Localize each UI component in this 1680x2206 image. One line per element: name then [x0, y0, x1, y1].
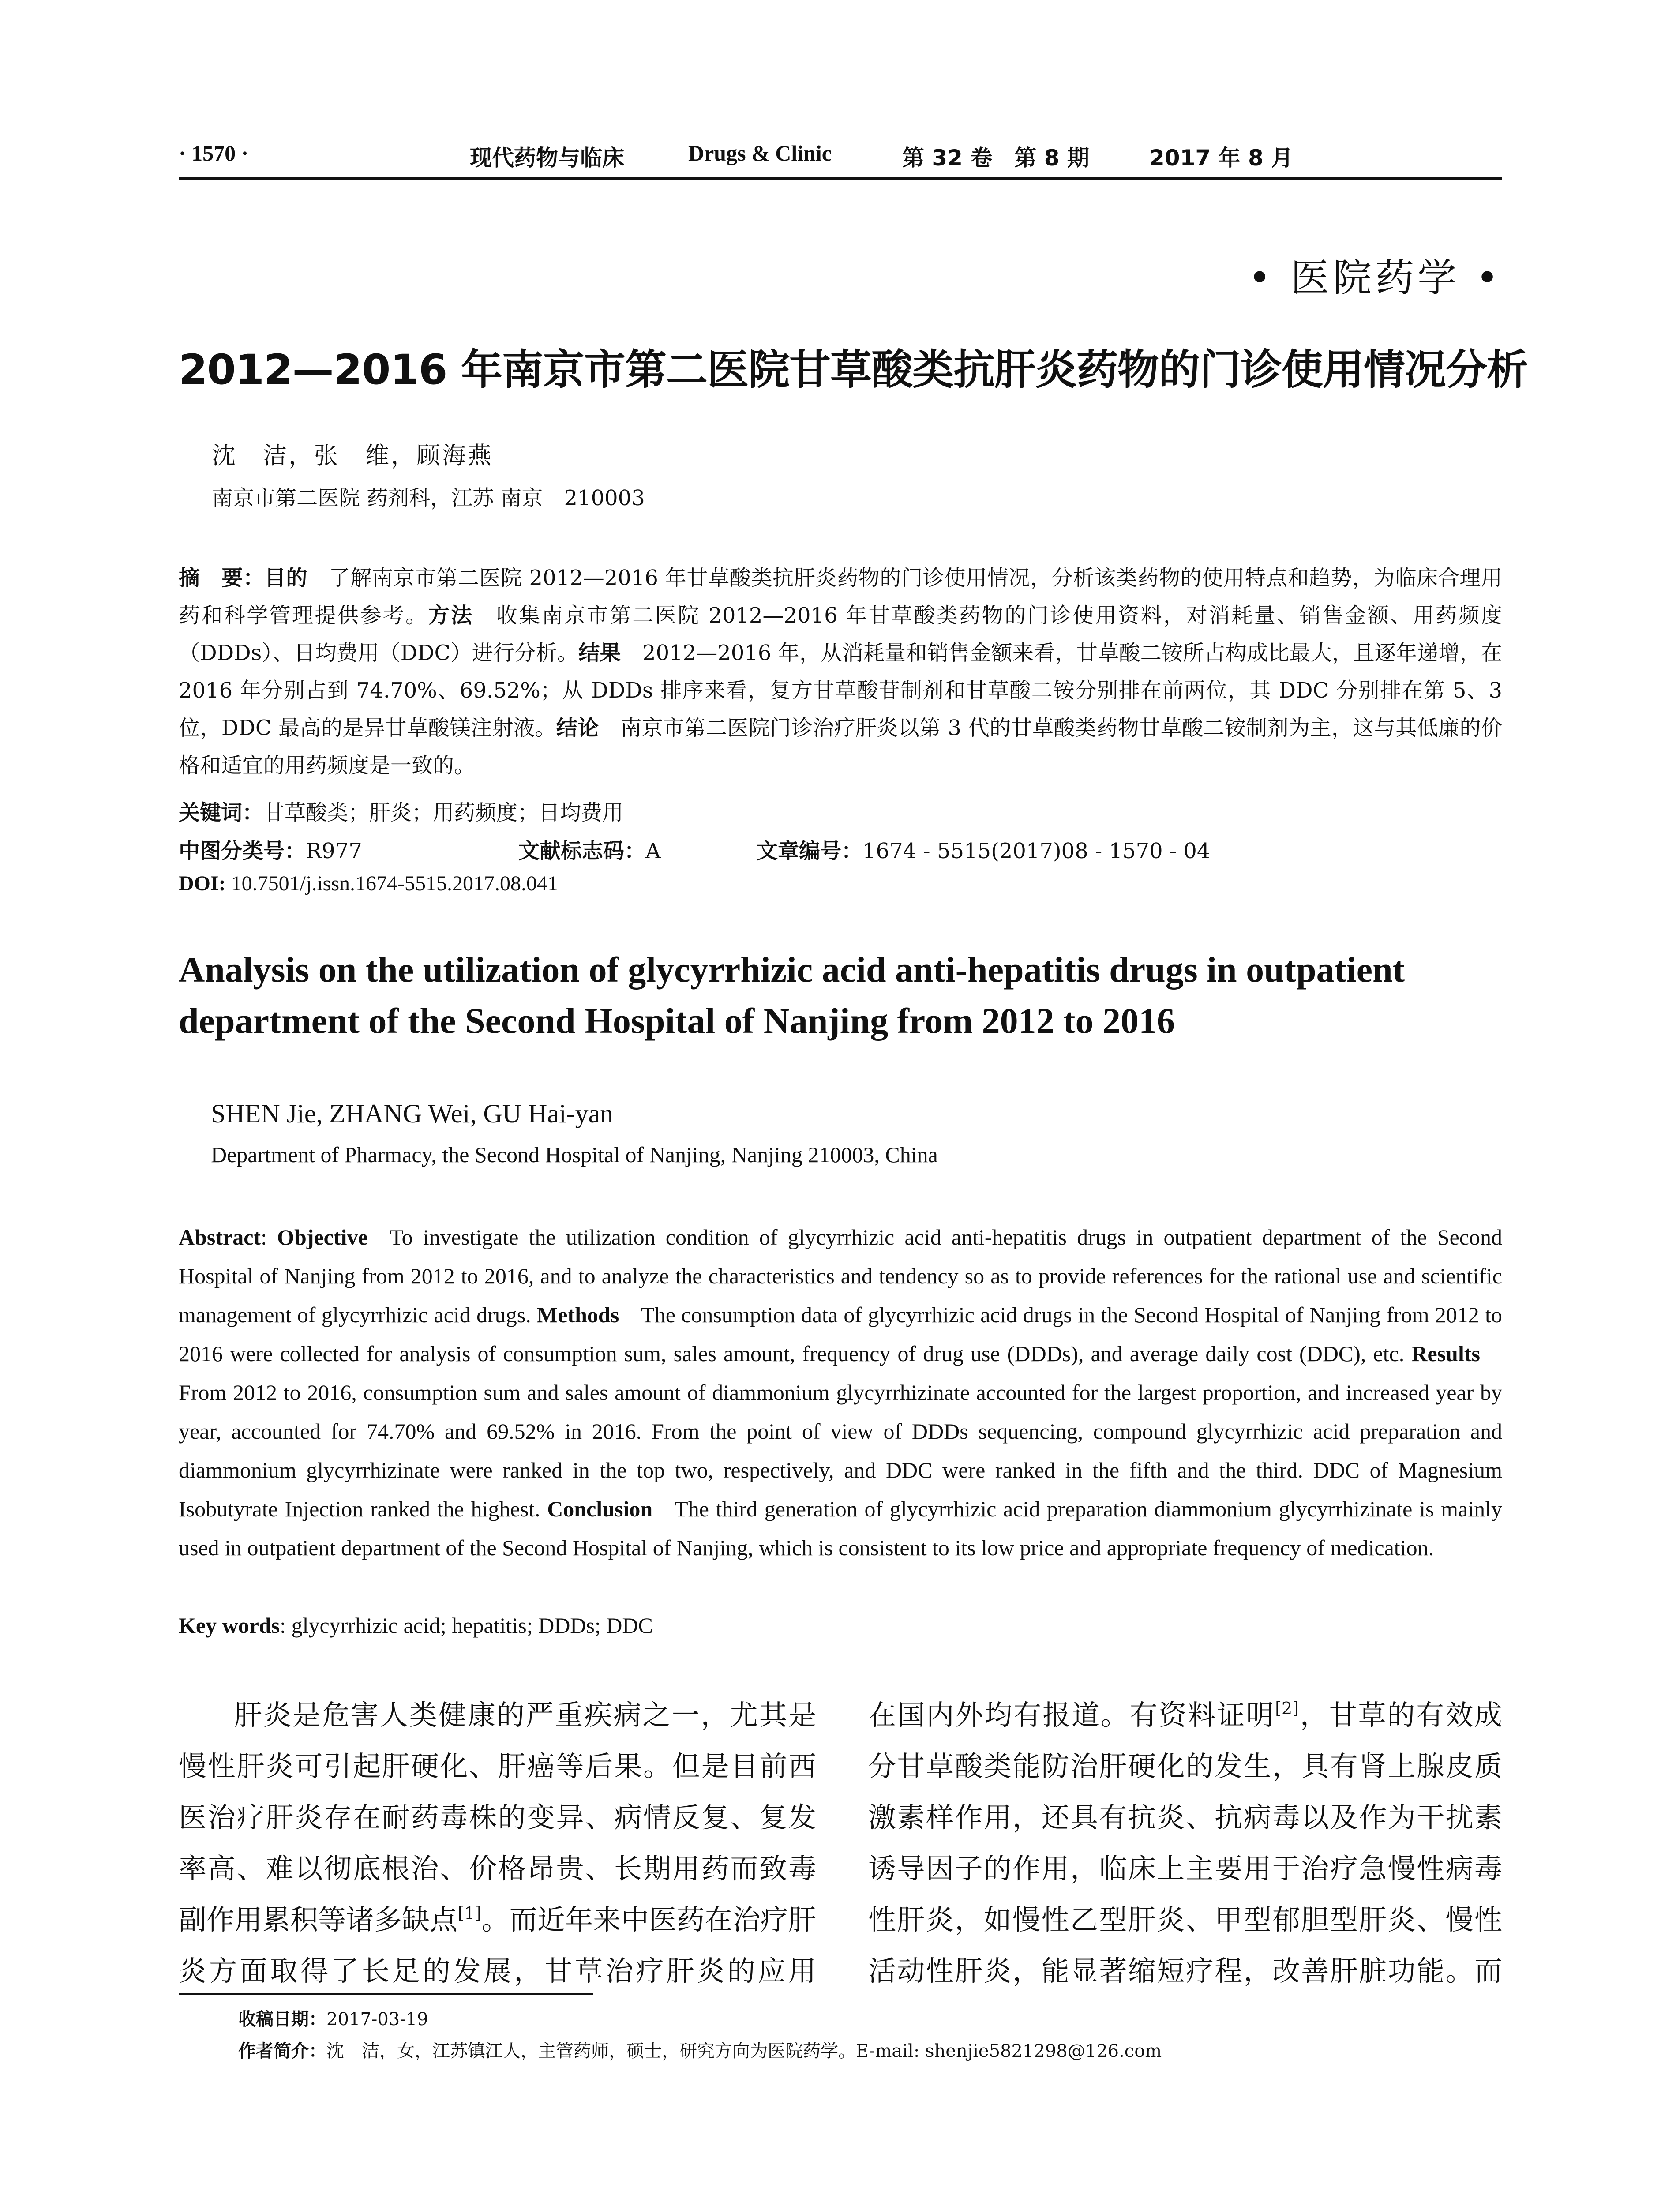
en-abstract-label: Abstract [179, 1225, 261, 1249]
en-keywords-label: Key words [179, 1613, 280, 1638]
zh-results: 2012—2016 年，从消耗量和销售金额来看，甘草酸二铵所占构成比最大，且逐年递增，在 2016 年分别占到 74.70%、69.52%；从 DDDs 排序来看，复方甘草酸苷制剂和甘草酸二铵分别排在前两位，其 DDC 分别排在第 5、3 位，DDC 最高的是异甘草酸镁注射液。 [179, 641, 1502, 740]
running-header [179, 140, 1502, 180]
zh-classification [179, 833, 1502, 870]
header-rule [179, 177, 1502, 180]
en-results: From 2012 to 2016, consumption sum and sales amount of diammonium glycyrrhizinate accounted for the largest proportion, and increased year by year, accounted for 74.70% and 69.52% in 2016. From the point of view of DDDs sequencing, compound glycyrrhizic acid preparation and diammonium glycyrrhizinate were ranked in the top two, respectively, and DDC were ranked in the fifth and the third. DDC of Magnesium Isobutyrate Injection ranked the highest. [179, 1380, 1502, 1521]
body-left-text-1: 肝炎是危害人类健康的严重疾病之一，尤其是慢性肝炎可引起肝硬化、肝癌等后果。但是目前西医治疗肝炎存在耐药毒株的变异、病情反复、复发率高、难以彻底根治、价格昂贵、长期用药而致毒副作用累积等诸多缺点 [179, 1699, 816, 1936]
en-conclusion-label: Conclusion [547, 1497, 653, 1521]
zh-authors: 沈 洁，张 维，顾海燕 [212, 442, 493, 469]
author-bio-text: 沈 洁，女，江苏镇江人，主管药师，硕士，研究方向为医院药学。E-mail: shenjie5821298@126.com [326, 2041, 1162, 2061]
zh-methods: 收集南京市第二医院 2012—2016 年甘草酸类药物的门诊使用资料，对消耗量、销售金额、用药频度（DDDs）、日均费用（DDC）进行分析。 [179, 603, 1502, 665]
en-abstract: Abstract: Objective To investigate the utilization condition of glycyrrhizic acid anti-hepatitis drugs in outpatient department of the Second Hospital of Nanjing from 2012 to 2016, and to analyze the characteristics and tendency so as to provide references for the rational use and scientific management of glycyrrhizic acid drugs. Methods The consumption data of glycyrrhizic acid drugs in the Second Hospital of Nanjing from 2012 to 2016 were collected for analysis of consumption sum, sales amount, frequency of drug use (DDDs), and average daily cost (DDC), etc. Results From 2012 to 2016, consumption sum and sales amount of diammonium glycyrrhizinate accounted for the largest proportion, and increased year by year, accounted for 74.70% and 69.52% in 2016. From the point of view of DDDs sequencing, compound glycyrrhizic acid preparation and diammonium glycyrrhizinate were ranked in the top two, respectively, and DDC were ranked in the fifth and the third. DDC of Magnesium Isobutyrate Injection ranked the highest. Conclusion The third generation of glycyrrhizic acid preparation diammonium glycyrrhizinate is mainly used in outpatient department of the Second Hospital of Nanjing, which is consistent to its low price and appropriate frequency of medication. [179, 1225, 1502, 1560]
en-affiliation: Department of Pharmacy, the Second Hospital of Nanjing, Nanjing 210003, China [211, 1142, 938, 1167]
zh-conclusion: 南京市第二医院门诊治疗肝炎以第 3 代的甘草酸类药物甘草酸二铵制剂为主，这与其低廉的价格和适宜的用药频度是一致的。 [179, 716, 1502, 778]
en-results-label: Results [1411, 1341, 1480, 1366]
zh-title: 2012—2016 年南京市第二医院甘草酸类抗肝炎药物的门诊使用情况分析 [179, 346, 1528, 394]
citation-ref-1[interactable]: [1] [458, 1903, 482, 1923]
doc-code-label: 文献标志码： [518, 839, 646, 863]
zh-abstract [179, 559, 1502, 784]
footnote-received [238, 2005, 428, 2030]
journal-name-cn: 现代药物与临床 [470, 145, 624, 171]
citation-ref-2[interactable]: [2] [1275, 1699, 1299, 1718]
en-keywords-text: glycyrrhizic acid; hepatitis; DDDs; DDC [291, 1613, 653, 1638]
body-right-text-2: ，甘草的有效成分甘草酸类能防治肝硬化的发生，具有肾上腺皮质激素样作用，还具有抗炎、抗病毒以及作为干扰素诱导因子的作用，临床上主要用于治疗急慢性病毒性肝炎，如慢性乙型肝炎、甲型郁胆型肝炎、慢性活动性肝炎，能显著缩短疗程，改善肝脏功能。而 [868, 1699, 1503, 1987]
zh-objective: 了解南京市第二医院 2012—2016 年甘草酸类抗肝炎药物的门诊使用情况，分析该类药物的使用特点和趋势，为临床合理用药和科学管理提供参考。 [179, 566, 1502, 628]
doi-value: 10.7501/j.issn.1674-5515.2017.08.041 [231, 872, 559, 895]
zh-abstract-label: 摘 要： [179, 566, 265, 590]
section-label: • 医院药学 • [1248, 255, 1502, 300]
doi-label: DOI: [179, 872, 226, 895]
article-no-value: 1674 - 5515(2017)08 - 1570 - 04 [862, 839, 1211, 863]
body-left-text-2: 。而近年来中医药在治疗肝炎方面取得了长足的发展，甘草治疗肝炎的应用 [179, 1904, 817, 1987]
clc-label: 中图分类号： [179, 839, 306, 863]
en-authors: SHEN Jie, ZHANG Wei, GU Hai-yan [211, 1099, 614, 1128]
body-right-text-1: 在国内外均有报道。有资料证明 [868, 1699, 1275, 1731]
zh-keywords-text: 甘草酸类；肝炎；用药频度；日均费用 [263, 800, 624, 825]
en-methods-label: Methods [537, 1302, 619, 1327]
received-label: 收稿日期： [238, 2009, 326, 2030]
body-column-right [868, 1690, 1502, 1997]
footnote-author-bio [238, 2037, 1162, 2062]
doi-line [179, 871, 558, 896]
clc-value: R977 [306, 839, 362, 863]
zh-methods-label: 方法 [428, 603, 474, 628]
issue-date: 2017 年 8 月 [1149, 145, 1294, 171]
zh-keywords [179, 794, 1502, 832]
zh-keywords-label: 关键词： [179, 800, 264, 825]
footnote-rule [179, 1993, 593, 1995]
zh-objective-label: 目的 [264, 566, 308, 590]
en-conclusion: The third generation of glycyrrhizic acid preparation diammonium glycyrrhizinate is mainly used in outpatient department of the Second Hospital of Nanjing, which is consistent to its low price and appropriate frequency of medication. [179, 1497, 1502, 1560]
en-objective-label: Objective [277, 1225, 368, 1249]
en-methods: The consumption data of glycyrrhizic acid drugs in the Second Hospital of Nanjing from 2012 to 2016 were collected for analysis of consumption sum, sales amount, frequency of drug use (DDDs), and average daily cost (DDC), etc. [179, 1302, 1502, 1366]
volume-issue: 第 32 卷 第 8 期 [902, 145, 1089, 171]
body-column-left [179, 1690, 816, 1997]
zh-conclusion-label: 结论 [556, 716, 599, 740]
journal-name-en: Drugs & Clinic [688, 141, 832, 165]
en-objective: To investigate the utilization condition of glycyrrhizic acid anti-hepatitis drugs in outpatient department of the Second Hospital of Nanjing from 2012 to 2016, and to analyze the characteristics and tendency so as to provide references for the rational use and scientific management of glycyrrhizic acid drugs. [179, 1225, 1502, 1327]
author-bio-label: 作者简介： [238, 2041, 326, 2061]
page-number: · 1570 · [179, 141, 249, 165]
received-date: 2017-03-19 [326, 2009, 428, 2030]
article-no-label: 文章编号： [757, 839, 863, 863]
doc-code-value: A [645, 839, 661, 863]
en-title: Analysis on the utilization of glycyrrhizic acid anti-hepatitis drugs in outpatient department of the Second Hospital of Nanjing from 2012 to 2016 [179, 949, 1405, 1041]
zh-affiliation: 南京市第二医院 药剂科，江苏 南京 210003 [212, 486, 645, 510]
en-keywords: Key words: glycyrrhizic acid; hepatitis; DDDs; DDC [179, 1613, 653, 1638]
zh-results-label: 结果 [578, 641, 621, 665]
